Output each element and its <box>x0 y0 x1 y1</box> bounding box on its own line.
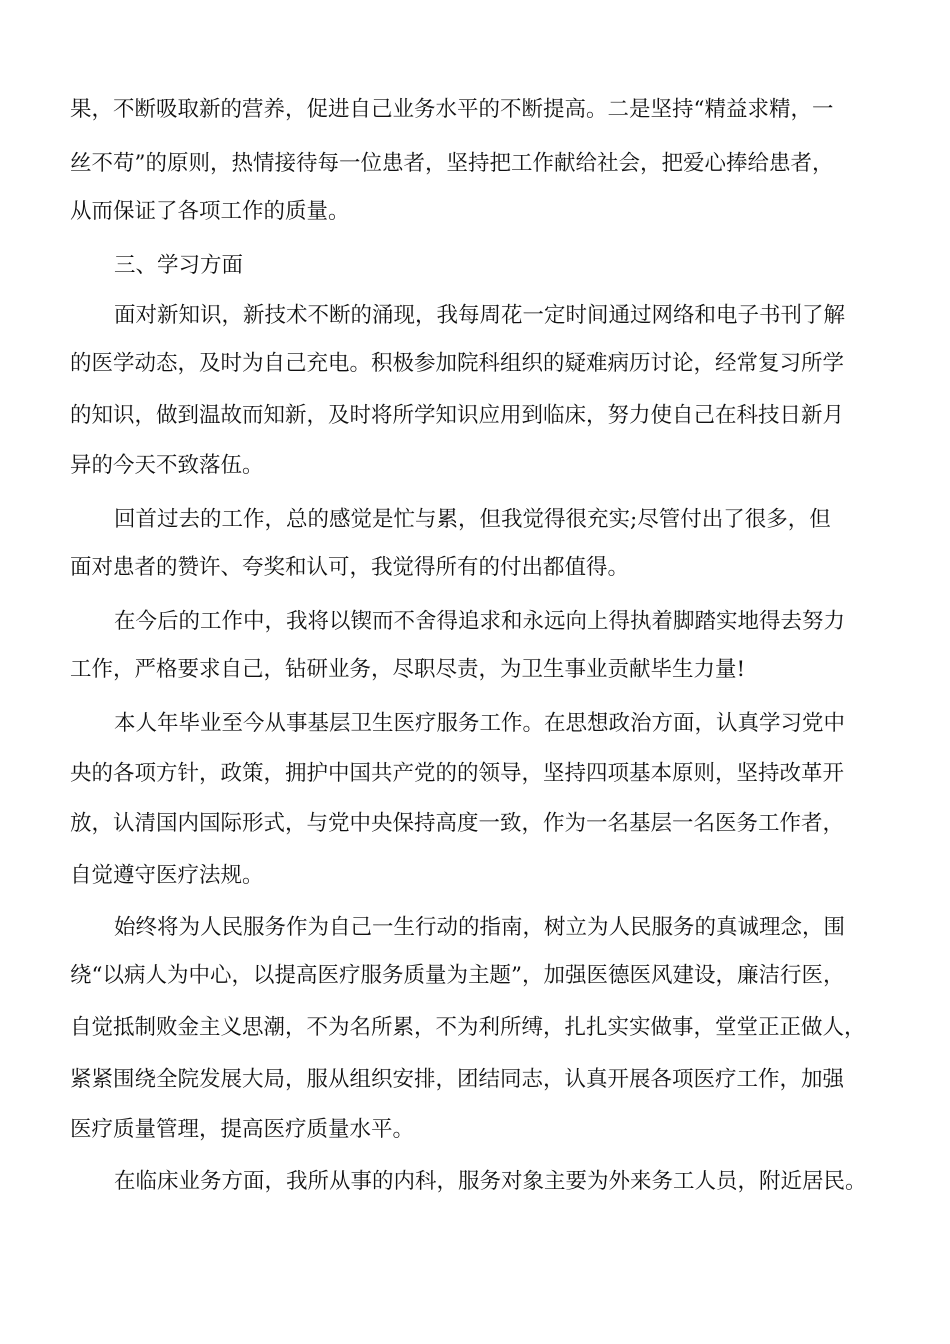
text-line: 面对患者的赞许、夸奖和认可，我觉得所有的付出都值得。 <box>70 555 630 580</box>
text-line: 在今后的工作中，我将以锲而不舍得追求和永远向上得执着脚踏实地得去努力 <box>114 609 846 634</box>
section-heading: 三、学习方面 <box>114 253 244 278</box>
text-line: 丝不苟”的原则，热情接待每一位患者，坚持把工作献给社会，把爱心捧给患者， <box>70 151 834 176</box>
text-line: 的医学动态，及时为自己充电。积极参加院科组织的疑难病历讨论，经常复习所学 <box>70 351 845 376</box>
text-line: 工作，严格要求自己，钻研业务，尽职尽责，为卫生事业贡献毕生力量! <box>70 657 746 682</box>
text-line: 央的各项方针，政策，拥护中国共产党的的领导，坚持四项基本原则，坚持改革开 <box>70 761 845 786</box>
text-line: 果，不断吸取新的营养，促进自己业务水平的不断提高。二是坚持“精益求精，一 <box>70 97 834 122</box>
text-line: 在临床业务方面，我所从事的内科，服务对象主要为外来务工人员，附近居民。 <box>114 1169 867 1194</box>
text-line: 放，认清国内国际形式，与党中央保持高度一致，作为一名基层一名医务工作者， <box>70 811 845 836</box>
text-line: 始终将为人民服务作为自己一生行动的指南，树立为人民服务的真诚理念，围 <box>114 915 846 940</box>
text-line: 自觉抵制败金主义思潮，不为名所累，不为利所缚，扎扎实实做事，堂堂正正做人， <box>70 1015 866 1040</box>
text-line: 自觉遵守医疗法规。 <box>70 863 264 888</box>
text-line: 从而保证了各项工作的质量。 <box>70 199 350 224</box>
text-line: 绕“以病人为中心，以提高医疗服务质量为主题”，加强医德医风建设，廉洁行医， <box>70 963 845 988</box>
text-line: 异的今天不致落伍。 <box>70 453 264 478</box>
text-line: 面对新知识，新技术不断的涌现，我每周花一定时间通过网络和电子书刊了解 <box>114 303 846 328</box>
text-line: 回首过去的工作，总的感觉是忙与累，但我觉得很充实;尽管付出了很多，但 <box>114 507 831 532</box>
text-line: 的知识，做到温故而知新，及时将所学知识应用到临床，努力使自己在科技日新月 <box>70 403 845 428</box>
text-line: 紧紧围绕全院发展大局，服从组织安排，团结同志，认真开展各项医疗工作，加强 <box>70 1067 845 1092</box>
text-line: 本人年毕业至今从事基层卫生医疗服务工作。在思想政治方面，认真学习党中 <box>114 711 846 736</box>
text-line: 医疗质量管理，提高医疗质量水平。 <box>70 1117 415 1142</box>
